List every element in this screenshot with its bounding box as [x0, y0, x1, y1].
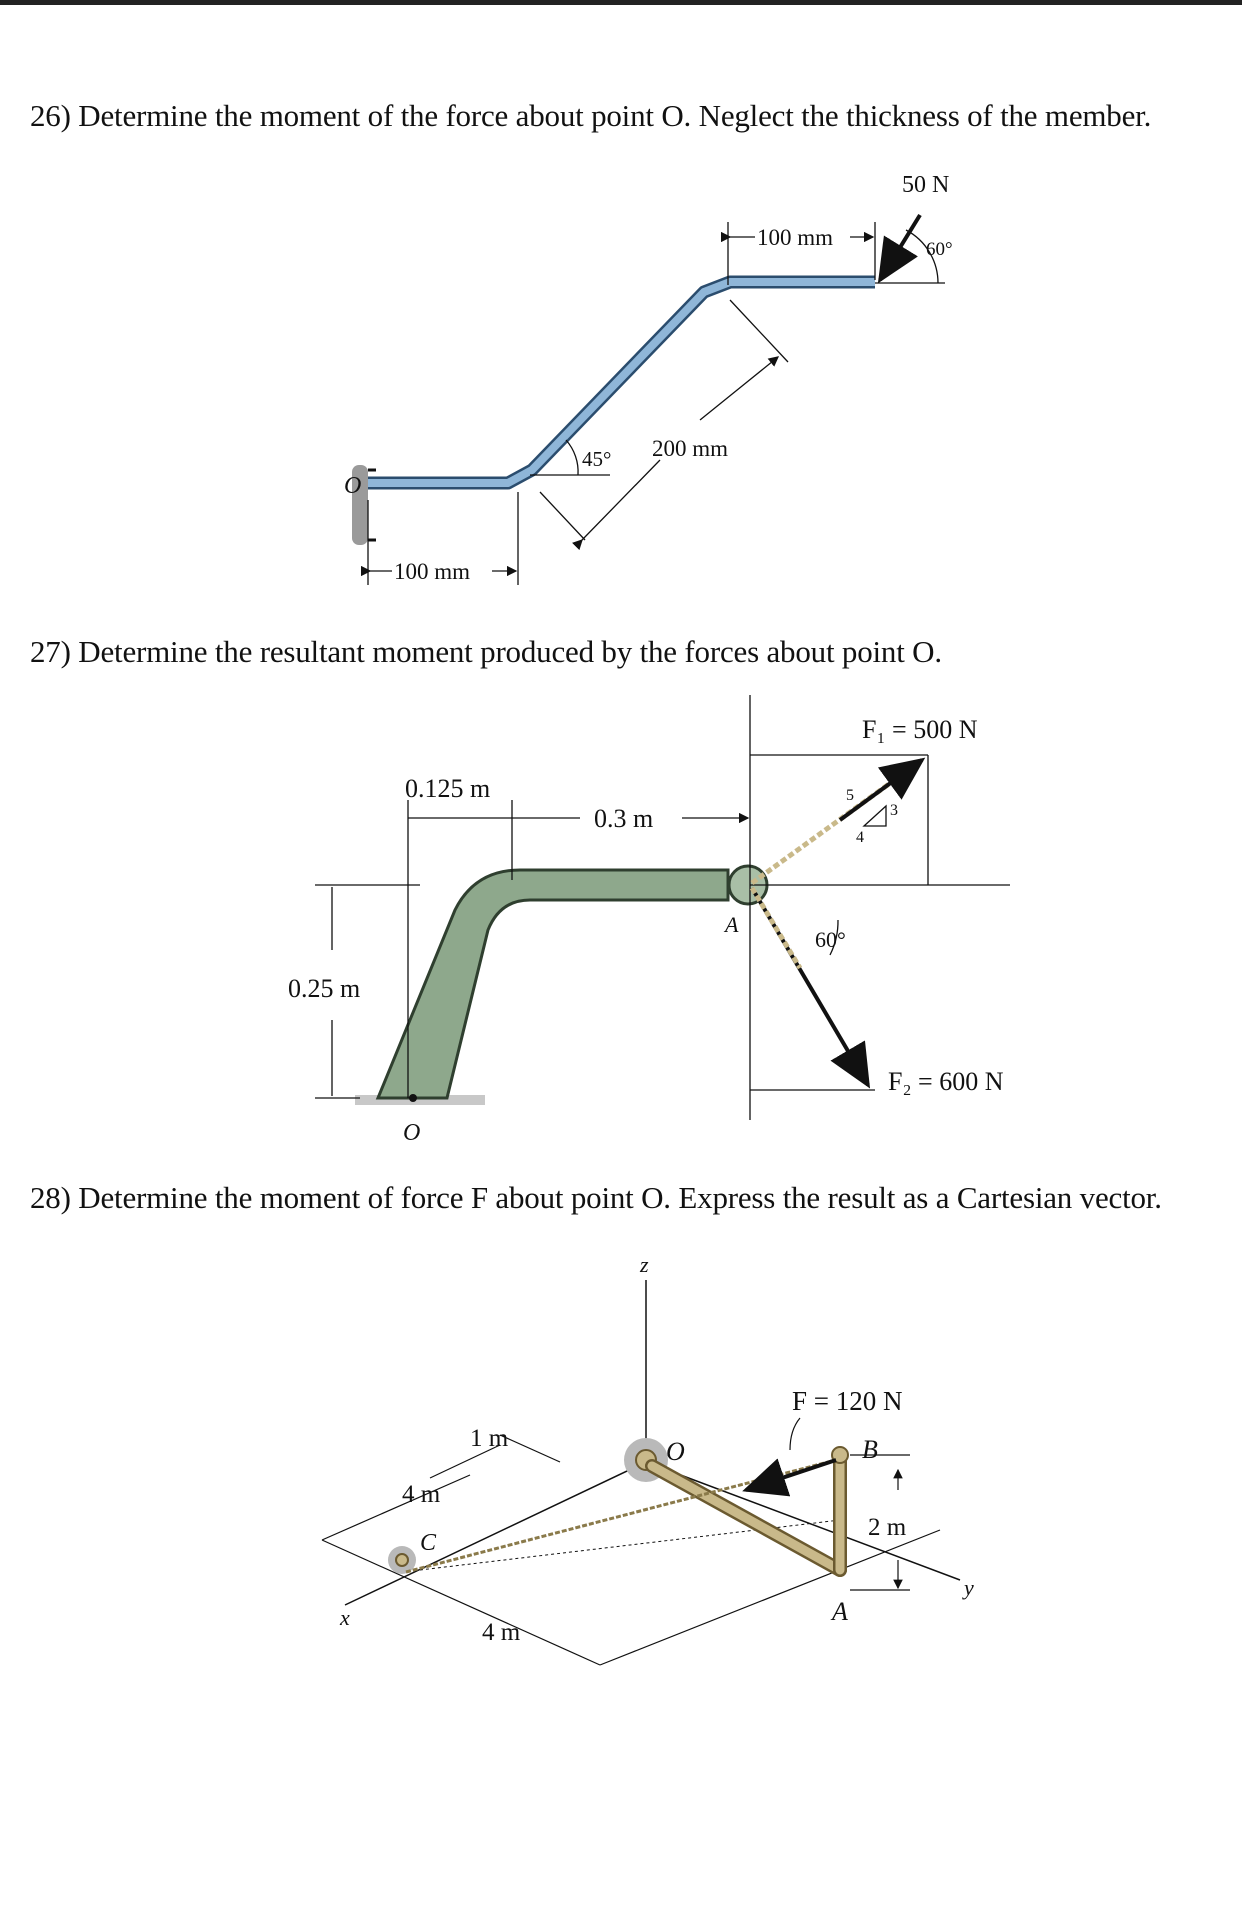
angle-60-label: 60° [815, 927, 846, 952]
dim-2m-label: 2 m [868, 1514, 907, 1541]
slope-run: 4 [856, 829, 864, 846]
point-A-label-28: A [832, 1597, 848, 1626]
slope-hyp: 5 [846, 787, 854, 804]
problem-26-number: 26) [30, 98, 71, 133]
point-O-label-28: O [666, 1437, 685, 1466]
z-axis-label: z [640, 1252, 649, 1277]
problem-27-text: Determine the resultant moment produced by the forces about point O. [78, 634, 942, 669]
force-F-arrow [746, 1460, 836, 1490]
top-length-label: 100 mm [757, 225, 834, 250]
force-arrow [880, 215, 920, 280]
pipe-OA [652, 1466, 840, 1570]
problem-28-number: 28) [30, 1180, 71, 1215]
x-axis-label: x [340, 1605, 350, 1630]
cable-CB [406, 1460, 836, 1572]
bottom-length-label: 100 mm [394, 559, 471, 584]
problem-26-text: Determine the moment of the force about point O. Neglect the thickness of the member. [78, 98, 1152, 133]
y-axis-label: y [964, 1575, 974, 1600]
F2-arrow [752, 888, 868, 1085]
problem-27-number: 27) [30, 634, 71, 669]
force-label: 50 N [902, 172, 950, 198]
slope-triangle [864, 806, 886, 826]
pipe-member [368, 282, 875, 483]
point-C-label: C [420, 1530, 437, 1556]
figure-26 [344, 172, 953, 585]
x-axis [345, 1462, 646, 1605]
point-O-label: O [344, 473, 362, 499]
force-angle-label: 60° [926, 239, 953, 260]
dim-4m-label-a: 4 m [402, 1481, 441, 1508]
point-O-label-27: O [403, 1120, 421, 1146]
y-axis [646, 1462, 960, 1580]
figure-27 [288, 695, 1010, 1146]
incline-length-label: 200 mm [652, 436, 729, 461]
point-B-label: B [862, 1435, 878, 1464]
slope-rise: 3 [890, 802, 898, 819]
F1-label: F₁ = 500 N [862, 715, 978, 744]
dim-1m-label: 1 m [470, 1425, 509, 1452]
incline-angle-label: 45° [582, 447, 612, 471]
problem-28-text: Determine the moment of force F about point O. Express the result as a Cartesian vector. [78, 1180, 1162, 1215]
dim-4m-label-b: 4 m [482, 1619, 521, 1646]
dim-0125-label: 0.125 m [405, 774, 491, 803]
bracket-member [378, 870, 728, 1098]
F2-label: F₂ = 600 N [888, 1067, 1004, 1096]
dim-03-label: 0.3 m [594, 804, 654, 833]
force-F-label: F = 120 N [792, 1386, 903, 1416]
dim-025-label: 0.25 m [288, 974, 361, 1003]
figure-28 [322, 1252, 974, 1665]
point-A-label: A [725, 912, 739, 937]
